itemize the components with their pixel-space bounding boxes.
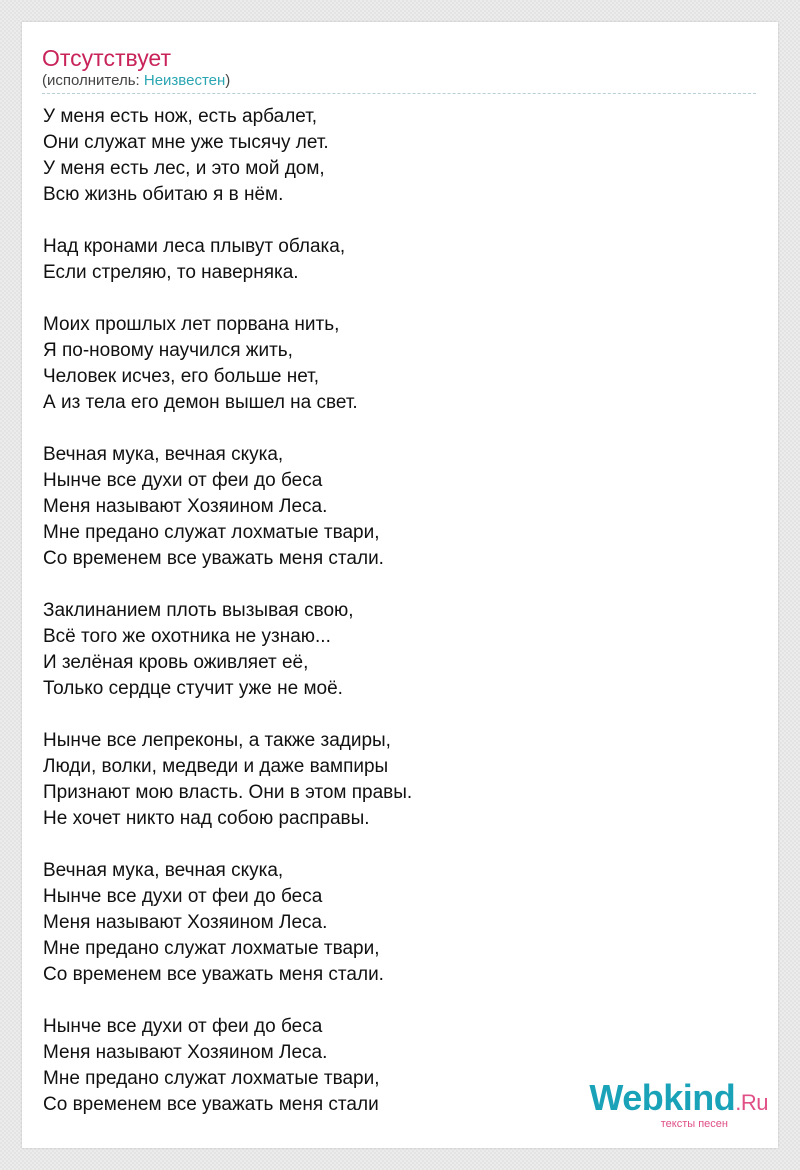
lyric-line: И зелёная кровь оживляет её,: [43, 652, 309, 673]
logo-tld: .Ru: [735, 1090, 768, 1115]
lyric-line: Всё того же охотника не узнаю...: [43, 626, 331, 647]
lyric-line: Вечная мука, вечная скука,: [43, 444, 284, 465]
site-logo[interactable]: [589, 1077, 768, 1130]
lyric-line: Человек исчез, его больше нет,: [43, 366, 320, 387]
lyric-line: Нынче все лепреконы, а также задиры,: [43, 730, 391, 751]
lyric-line: А из тела его демон вышел на свет.: [43, 392, 358, 413]
logo-name: Webkind: [589, 1077, 736, 1118]
lyric-line: Не хочет никто над собою расправы.: [43, 808, 370, 829]
stanza-3: [43, 312, 743, 416]
lyric-line: Только сердце стучит уже не моё.: [43, 678, 343, 699]
logo-wordmark: [589, 1077, 768, 1121]
title-divider: [42, 93, 756, 94]
stanza-4: [43, 442, 743, 572]
lyric-line: Со временем все уважать меня стали.: [43, 548, 384, 569]
artist-line: [42, 72, 230, 90]
lyric-line: Они служат мне уже тысячу лет.: [43, 132, 329, 153]
lyric-line: Я по-новому научился жить,: [43, 340, 293, 361]
lyric-line: Всю жизнь обитаю я в нём.: [43, 184, 284, 205]
lyric-line: Моих прошлых лет порвана нить,: [43, 314, 340, 335]
lyric-line: У меня есть нож, есть арбалет,: [43, 106, 318, 127]
lyric-line: Над кронами леса плывут облака,: [43, 236, 346, 257]
lyric-line: Нынче все духи от феи до беса: [43, 886, 323, 907]
lyric-line: Меня называют Хозяином Леса.: [43, 1042, 328, 1063]
lyric-line: Меня называют Хозяином Леса.: [43, 496, 328, 517]
lyrics-card: [22, 22, 778, 1148]
artist-suffix: ): [225, 72, 231, 89]
lyric-line: Если стреляю, то наверняка.: [43, 262, 299, 283]
stanza-1: [43, 104, 743, 208]
lyric-line: Нынче все духи от феи до беса: [43, 470, 323, 491]
lyric-line: Вечная мука, вечная скука,: [43, 860, 284, 881]
lyric-line: Нынче все духи от феи до беса: [43, 1016, 323, 1037]
logo-tagline: тексты песен: [660, 1118, 728, 1130]
lyric-line: Мне предано служат лохматые твари,: [43, 1068, 380, 1089]
lyric-line: Люди, волки, медведи и даже вампиры: [43, 756, 389, 777]
lyric-line: Признают мою власть. Они в этом правы.: [43, 782, 413, 803]
lyric-line: Заклинанием плоть вызывая свою,: [43, 600, 354, 621]
song-title: Отсутствует: [42, 45, 171, 71]
lyric-line: Мне предано служат лохматые твари,: [43, 522, 380, 543]
lyrics-body: [43, 104, 743, 1144]
stanza-2: [43, 234, 743, 286]
lyric-line: Со временем все уважать меня стали.: [43, 964, 384, 985]
artist-prefix: (исполнитель:: [42, 72, 144, 89]
lyric-line: Со временем все уважать меня стали: [43, 1094, 379, 1115]
lyric-line: У меня есть лес, и это мой дом,: [43, 158, 325, 179]
stanza-7: [43, 858, 743, 988]
stanza-5: [43, 598, 743, 702]
artist-link[interactable]: Неизвестен: [143, 72, 226, 89]
lyric-line: Меня называют Хозяином Леса.: [43, 912, 328, 933]
lyric-line: Мне предано служат лохматые твари,: [43, 938, 380, 959]
stanza-6: [43, 728, 743, 832]
